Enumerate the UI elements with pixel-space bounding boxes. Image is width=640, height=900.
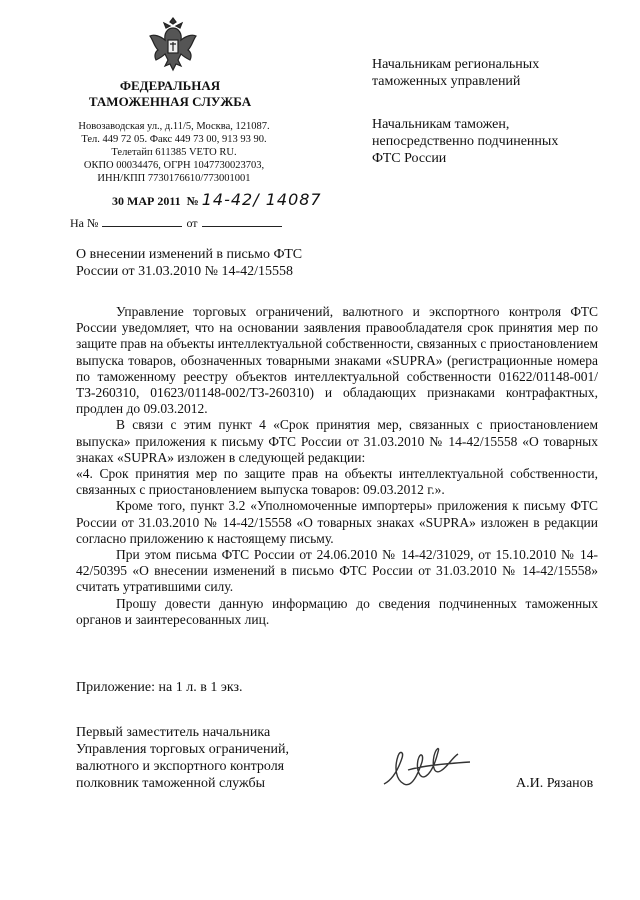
signer-name: А.И. Рязанов — [516, 776, 594, 791]
recipient-block — [372, 56, 622, 90]
address-line: Тел. 449 72 05. Факс 449 73 00, 913 93 90. — [81, 134, 267, 145]
body-paragraph: В связи с этим пункт 4 «Срок принятия мер, связанных с приостановлением выпуска» приложения к письму ФТС России от 31.03.2010 № 14-42/15558 «О товарных знаках «SUPRA» изложен в следующей редакции: — [76, 417, 598, 465]
address-block — [50, 120, 298, 185]
signer-title-line: Первый заместитель начальника — [76, 725, 271, 740]
document-date: 30 МАР 2011 — [112, 194, 181, 208]
address-line: ИНН/КПП 7730176610/773001001 — [97, 173, 251, 184]
recipient-line: Начальникам таможен, — [372, 117, 510, 132]
ref-from-label: от — [186, 216, 198, 230]
signer-title-line: полковник таможенной службы — [76, 776, 266, 791]
body-paragraph: Кроме того, пункт 3.2 «Уполномоченные импортеры» приложения к письму ФТС России от 31.03.2010 № 14-42/15558 «О товарных знаках «SUPRA» изложен в редакции согласно приложению к настоящему письму. — [76, 498, 598, 546]
subject-line: О внесении изменений в письмо ФТС — [76, 247, 303, 262]
letter-body — [76, 304, 598, 628]
ref-number-blank — [102, 216, 182, 227]
reference-line — [70, 216, 286, 231]
address-line: Новозаводская ул., д.11/5, Москва, 121087. — [78, 121, 270, 132]
handwritten-signature-icon — [378, 740, 478, 796]
number-label: № — [186, 194, 199, 208]
recipient-line: таможенных управлений — [372, 74, 521, 89]
address-line: Телетайп 611385 VETO RU. — [111, 147, 237, 158]
date-number-line — [112, 190, 322, 209]
body-paragraph: Прошу довести данную информацию до сведения подчиненных таможенных органов и заинтересованных лиц. — [76, 595, 598, 627]
attachment-note: Приложение: на 1 л. в 1 экз. — [76, 680, 243, 695]
signer-title-line: валютного и экспортного контроля — [76, 759, 285, 774]
organization-name — [60, 78, 280, 110]
org-name-line: ТАМОЖЕННАЯ СЛУЖБА — [88, 94, 252, 109]
body-paragraph: При этом письма ФТС России от 24.06.2010 № 14-42/31029, от 15.10.2010 № 14-42/50395 «О внесении изменений в письмо ФТС России от 31.03.2010 № 14-42/15558» считать утратившими силу. — [76, 547, 598, 595]
signer-title — [76, 724, 289, 792]
document-number: 14-42/ 14087 — [201, 190, 322, 209]
recipient-line: ФТС России — [372, 151, 447, 166]
org-name-line: ФЕДЕРАЛЬНАЯ — [119, 78, 221, 93]
recipient-line: непосредственно подчиненных — [372, 134, 559, 149]
recipient-line: Начальникам региональных — [372, 57, 540, 72]
body-paragraph-quote: «4. Срок принятия мер по защите прав на объекты интеллектуальной собственности, связанных с приостановлением выпуска товаров: 09.03.2012 г.». — [76, 466, 598, 498]
russian-coat-of-arms-icon — [146, 14, 200, 76]
signer-title-line: Управления торговых ограничений, — [76, 742, 289, 757]
body-paragraph: Управление торговых ограничений, валютного и экспортного контроля ФТС России уведомляет, что на основании заявления правообладателя срок принятия мер по защите прав на объекты интеллектуальной собственности, связанных с приостановлением выпуска товаров, обозначенных товарными знаками «SUPRA» (регистрационные номера по таможенному реестру объектов интеллектуальной собственности 01622/01148-001/ТЗ-260310, 01623/01148-002/ТЗ-260310) и обладающих признаками контрафактных, продлен до 09.03.2012. — [76, 304, 598, 417]
subject — [76, 246, 356, 280]
recipient-block — [372, 116, 622, 167]
address-line: ОКПО 00034476, ОГРН 1047730023703, — [83, 160, 265, 171]
ref-date-blank — [202, 216, 282, 227]
ref-label: На № — [70, 216, 99, 230]
subject-line: России от 31.03.2010 № 14-42/15558 — [76, 264, 294, 279]
